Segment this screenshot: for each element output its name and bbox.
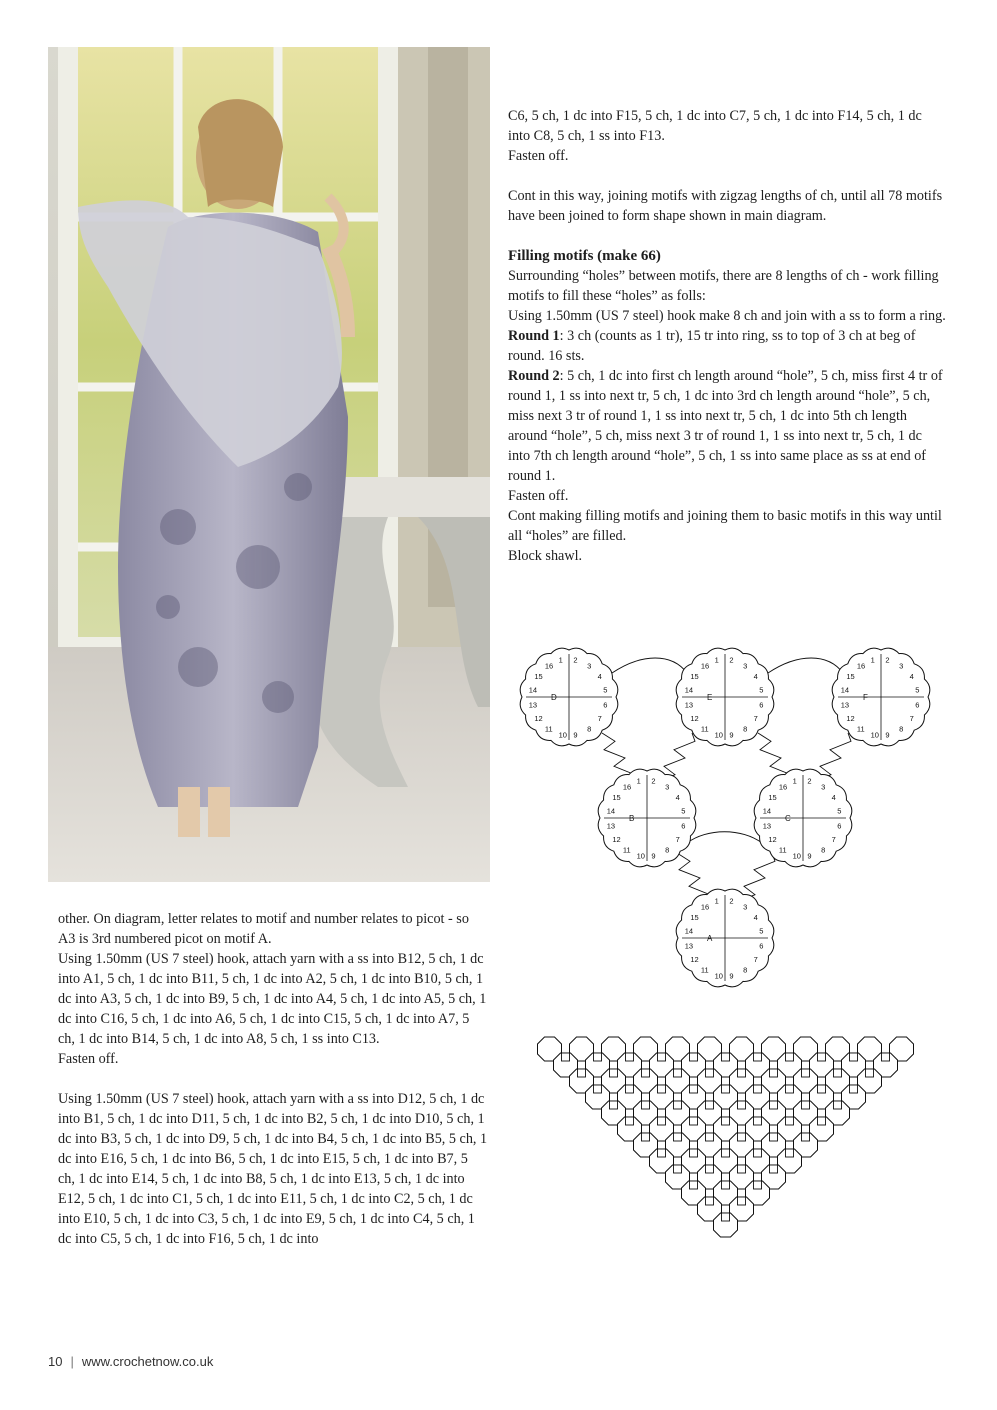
filling-square — [770, 1101, 778, 1109]
filling-square — [802, 1133, 810, 1141]
right-paragraph: Round 2: 5 ch, 1 dc into first ch length around “hole”, 5 ch, miss first 4 tr of round 1, 1 ss into next tr, 5 ch, 1 dc into 3rd ch length around “hole”, 5 ch, miss next 3 tr of round 1, 1 ss into next tr, 5 ch, 1 dc into 5th ch length around “hole”, 5 ch, miss next 3 tr of round 1, 1 ss into next tr, 5 ch, 1 dc into 7th ch length around “hole”, 5 ch, 1 ss into same place as ss at end of round 1. — [508, 368, 943, 484]
picot-number: 9 — [729, 971, 734, 981]
picot-number: 12 — [768, 835, 777, 845]
picot-number: 12 — [690, 955, 699, 965]
right-paragraph: Cont making filling motifs and joining them to basic motifs in this way until all “holes” are filled. — [508, 508, 942, 544]
picot-number: 15 — [846, 671, 855, 681]
picot-number: 4 — [597, 671, 602, 681]
left-paragraph: Using 1.50mm (US 7 steel) hook, attach yarn with a ss into B12, 5 ch, 1 dc into A1, 5 ch, 1 dc into B11, 5 ch, 1 dc into A2, 5 ch, 1 dc into B10, 5 ch, 1 dc into A3, 5 ch, 1 dc into B9, 5 ch, 1 dc into A4, 5 ch, 1 dc into A5, 5 ch, 1 dc into C16, 5 ch, 1 dc into A6, 5 ch, 1 dc into C15, 5 ch, 1 dc into A7, 5 ch, 1 dc into B14, 5 ch, 1 dc into A8, 5 ch, 1 ss into C13. — [58, 951, 487, 1047]
picot-number: 10 — [870, 730, 879, 740]
picot-number: 13 — [840, 700, 850, 710]
motif-letter: A — [707, 934, 713, 943]
left-column-text — [58, 909, 488, 1249]
filling-square — [818, 1085, 826, 1093]
page-footer — [48, 1354, 213, 1369]
picot-number: 1 — [714, 896, 719, 906]
picot-number: 4 — [831, 792, 836, 802]
picot-number: 3 — [743, 661, 748, 671]
picot-number: 5 — [915, 685, 920, 695]
picot-number: 10 — [714, 971, 723, 981]
round-label: Round 2 — [508, 368, 560, 384]
filling-square — [658, 1053, 666, 1061]
picot-number: 6 — [759, 700, 764, 710]
filling-square — [850, 1053, 858, 1061]
filling-square — [658, 1117, 666, 1125]
left-paragraph: other. On diagram, letter relates to motif and number relates to picot - so A3 is 3rd numbered picot on motif A. — [58, 911, 469, 947]
picot-number: 5 — [603, 685, 608, 695]
picot-number: 13 — [762, 821, 772, 831]
filling-square — [690, 1053, 698, 1061]
picot-number: 12 — [612, 835, 621, 845]
picot-number: 10 — [636, 851, 645, 861]
filling-square — [690, 1181, 698, 1189]
picot-number: 11 — [544, 724, 553, 734]
footer-website: www.crochetnow.co.uk — [81, 1354, 214, 1369]
picot-number: 3 — [821, 782, 826, 792]
picot-number: 8 — [821, 845, 826, 855]
motif-d — [520, 648, 618, 746]
filling-square — [818, 1053, 826, 1061]
filling-square — [754, 1085, 762, 1093]
filling-square — [658, 1085, 666, 1093]
filling-square — [674, 1165, 682, 1173]
filling-square — [738, 1197, 746, 1205]
picot-number: 11 — [622, 845, 631, 855]
picot-number: 8 — [665, 845, 670, 855]
filling-square — [786, 1117, 794, 1125]
picot-number: 14 — [684, 926, 694, 936]
picot-number: 9 — [651, 851, 656, 861]
picot-number: 16 — [622, 782, 632, 792]
picot-number: 15 — [534, 671, 543, 681]
picot-number: 3 — [587, 661, 592, 671]
motif-letter: D — [551, 693, 557, 702]
filling-square — [706, 1101, 714, 1109]
filling-square — [882, 1053, 890, 1061]
footer-divider: | — [70, 1354, 74, 1369]
filling-square — [722, 1085, 730, 1093]
left-paragraph: Fasten off. — [58, 1051, 119, 1067]
picot-number: 4 — [909, 671, 914, 681]
picot-number: 2 — [729, 896, 734, 906]
filling-square — [834, 1069, 842, 1077]
right-paragraph: Surrounding “holes” between motifs, there are 8 lengths of ch - work filling motifs to fill these “holes” as folls: — [508, 268, 939, 304]
filling-square — [626, 1085, 634, 1093]
filling-square — [722, 1053, 730, 1061]
picot-number: 8 — [587, 724, 592, 734]
motif-letter: E — [707, 693, 713, 702]
filling-square — [706, 1165, 714, 1173]
filling-square — [722, 1149, 730, 1157]
filling-square — [722, 1181, 730, 1189]
motif-letter: F — [863, 693, 868, 702]
filling-square — [706, 1197, 714, 1205]
picot-number: 16 — [778, 782, 788, 792]
left-paragraph: Using 1.50mm (US 7 steel) hook, attach yarn with a ss into D12, 5 ch, 1 dc into B1, 5 ch, 1 dc into D11, 5 ch, 1 dc into B2, 5 ch, 1 dc into D10, 5 ch, 1 dc into B3, 5 ch, 1 dc into D9, 5 ch, 1 dc into B4, 5 ch, 1 dc into B5, 5 ch, 1 dc into E16, 5 ch, 1 dc into B6, 5 ch, 1 dc into E15, 5 ch, 1 dc into B7, 5 ch, 1 dc into E14, 5 ch, 1 dc into B8, 5 ch, 1 dc into E13, 5 ch, 1 dc into E12, 5 ch, 1 dc into C1, 5 ch, 1 dc into E11, 5 ch, 1 dc into C2, 5 ch, 1 dc into E10, 5 ch, 1 dc into C3, 5 ch, 1 dc into E9, 5 ch, 1 dc into C4, 5 ch, 1 dc into C5, 5 ch, 1 dc into F16, 5 ch, 1 dc into — [58, 1091, 488, 1247]
filling-square — [738, 1101, 746, 1109]
picot-number: 11 — [700, 965, 709, 975]
picot-number: 4 — [675, 792, 680, 802]
picot-number: 11 — [778, 845, 787, 855]
picot-number: 13 — [528, 700, 538, 710]
filling-square — [626, 1117, 634, 1125]
picot-number: 5 — [759, 926, 764, 936]
motif-letter: B — [629, 814, 635, 823]
filling-square — [674, 1069, 682, 1077]
motif-b — [598, 769, 696, 867]
picot-number: 9 — [885, 730, 890, 740]
motif-f — [832, 648, 930, 746]
filling-square — [674, 1133, 682, 1141]
right-column-text — [508, 106, 946, 566]
motif-e — [676, 648, 774, 746]
picot-number: 5 — [681, 806, 686, 816]
filling-square — [722, 1213, 730, 1221]
picot-number: 7 — [753, 714, 758, 724]
picot-number: 7 — [675, 835, 680, 845]
picot-number: 5 — [759, 685, 764, 695]
filling-square — [642, 1101, 650, 1109]
picot-number: 13 — [606, 821, 616, 831]
picot-number: 7 — [597, 714, 602, 724]
picot-number: 16 — [544, 661, 554, 671]
picot-number: 6 — [837, 821, 842, 831]
filling-square — [754, 1117, 762, 1125]
picot-number: 10 — [558, 730, 567, 740]
filling-square — [578, 1069, 586, 1077]
picot-number: 12 — [690, 714, 699, 724]
filling-square — [610, 1069, 618, 1077]
filling-square — [786, 1149, 794, 1157]
model-photo — [48, 47, 490, 882]
picot-number: 2 — [729, 655, 734, 665]
filling-square — [690, 1149, 698, 1157]
picot-number: 14 — [840, 685, 850, 695]
filling-square — [642, 1133, 650, 1141]
picot-number: 15 — [612, 792, 621, 802]
picot-number: 3 — [665, 782, 670, 792]
picot-number: 9 — [729, 730, 734, 740]
filling-square — [786, 1085, 794, 1093]
filling-square — [754, 1053, 762, 1061]
filling-square — [690, 1117, 698, 1125]
picot-number: 8 — [743, 965, 748, 975]
filling-square — [594, 1085, 602, 1093]
filling-square — [818, 1117, 826, 1125]
picot-number: 1 — [792, 776, 797, 786]
filling-square — [674, 1101, 682, 1109]
paragraph-spacer — [58, 1069, 488, 1089]
picot-number: 15 — [768, 792, 777, 802]
picot-number: 14 — [528, 685, 538, 695]
picot-number: 7 — [909, 714, 914, 724]
filling-square — [690, 1085, 698, 1093]
picot-number: 8 — [899, 724, 904, 734]
picot-number: 11 — [700, 724, 709, 734]
right-paragraph: Block shawl. — [508, 548, 583, 564]
picot-number: 16 — [700, 661, 710, 671]
right-paragraph: Fasten off. — [508, 148, 569, 164]
picot-number: 15 — [690, 912, 699, 922]
picot-number: 2 — [807, 776, 812, 786]
picot-number: 6 — [603, 700, 608, 710]
motif-joining-diagram — [512, 643, 932, 993]
picot-number: 6 — [681, 821, 686, 831]
picot-number: 1 — [714, 655, 719, 665]
picot-number: 14 — [762, 806, 772, 816]
picot-number: 2 — [651, 776, 656, 786]
filling-square — [738, 1069, 746, 1077]
picot-number: 12 — [846, 714, 855, 724]
filling-square — [706, 1133, 714, 1141]
filling-square — [866, 1069, 874, 1077]
picot-number: 5 — [837, 806, 842, 816]
filling-square — [738, 1165, 746, 1173]
motif-letter: C — [785, 814, 791, 823]
filling-square — [754, 1181, 762, 1189]
paragraph-spacer — [508, 166, 946, 186]
picot-number: 6 — [759, 941, 764, 951]
filling-square — [754, 1149, 762, 1157]
picot-number: 13 — [684, 941, 694, 951]
filling-square — [658, 1149, 666, 1157]
right-paragraph: Fasten off. — [508, 488, 569, 504]
picot-number: 7 — [753, 955, 758, 965]
picot-number: 14 — [684, 685, 694, 695]
picot-number: 4 — [753, 912, 758, 922]
filling-square — [802, 1101, 810, 1109]
picot-number: 4 — [753, 671, 758, 681]
picot-number: 2 — [573, 655, 578, 665]
filling-square — [738, 1133, 746, 1141]
filling-square — [802, 1069, 810, 1077]
picot-number: 1 — [636, 776, 641, 786]
filling-square — [770, 1165, 778, 1173]
picot-number: 9 — [807, 851, 812, 861]
filling-square — [770, 1069, 778, 1077]
round-label: Round 1 — [508, 328, 560, 344]
filling-square — [594, 1053, 602, 1061]
motif-a — [676, 889, 774, 987]
picot-number: 2 — [885, 655, 890, 665]
picot-number: 13 — [684, 700, 694, 710]
filling-square — [834, 1101, 842, 1109]
picot-number: 8 — [743, 724, 748, 734]
picot-number: 15 — [690, 671, 699, 681]
right-paragraph: Cont in this way, joining motifs with zigzag lengths of ch, until all 78 motifs have been joined to form shape shown in main diagram. — [508, 188, 943, 224]
shawl-layout-chart — [533, 1035, 918, 1240]
filling-square — [562, 1053, 570, 1061]
page-number: 10 — [48, 1354, 63, 1369]
picot-number: 11 — [856, 724, 865, 734]
filling-square — [770, 1133, 778, 1141]
right-paragraph: C6, 5 ch, 1 dc into F15, 5 ch, 1 dc into C7, 5 ch, 1 dc into F14, 5 ch, 1 dc into C8, 5 ch, 1 ss into F13. — [508, 108, 922, 144]
filling-square — [850, 1085, 858, 1093]
picot-number: 1 — [870, 655, 875, 665]
picot-number: 9 — [573, 730, 578, 740]
right-paragraph: Using 1.50mm (US 7 steel) hook make 8 ch and join with a ss to form a ring. — [508, 308, 946, 324]
picot-number: 12 — [534, 714, 543, 724]
paragraph-spacer — [508, 226, 946, 246]
picot-number: 14 — [606, 806, 616, 816]
picot-number: 10 — [714, 730, 723, 740]
picot-number: 3 — [743, 902, 748, 912]
picot-number: 7 — [831, 835, 836, 845]
right-paragraph: Round 1: 3 ch (counts as 1 tr), 15 tr into ring, ss to top of 3 ch at beg of round. 16 sts. — [508, 328, 916, 364]
picot-number: 6 — [915, 700, 920, 710]
section-heading: Filling motifs (make 66) — [508, 248, 661, 264]
picot-number: 10 — [792, 851, 801, 861]
filling-square — [706, 1069, 714, 1077]
filling-square — [722, 1117, 730, 1125]
filling-square — [610, 1101, 618, 1109]
picot-number: 1 — [558, 655, 563, 665]
filling-square — [786, 1053, 794, 1061]
picot-number: 3 — [899, 661, 904, 671]
picot-number: 16 — [700, 902, 710, 912]
picot-number: 16 — [856, 661, 866, 671]
motif-c — [754, 769, 852, 867]
filling-square — [642, 1069, 650, 1077]
filling-square — [626, 1053, 634, 1061]
